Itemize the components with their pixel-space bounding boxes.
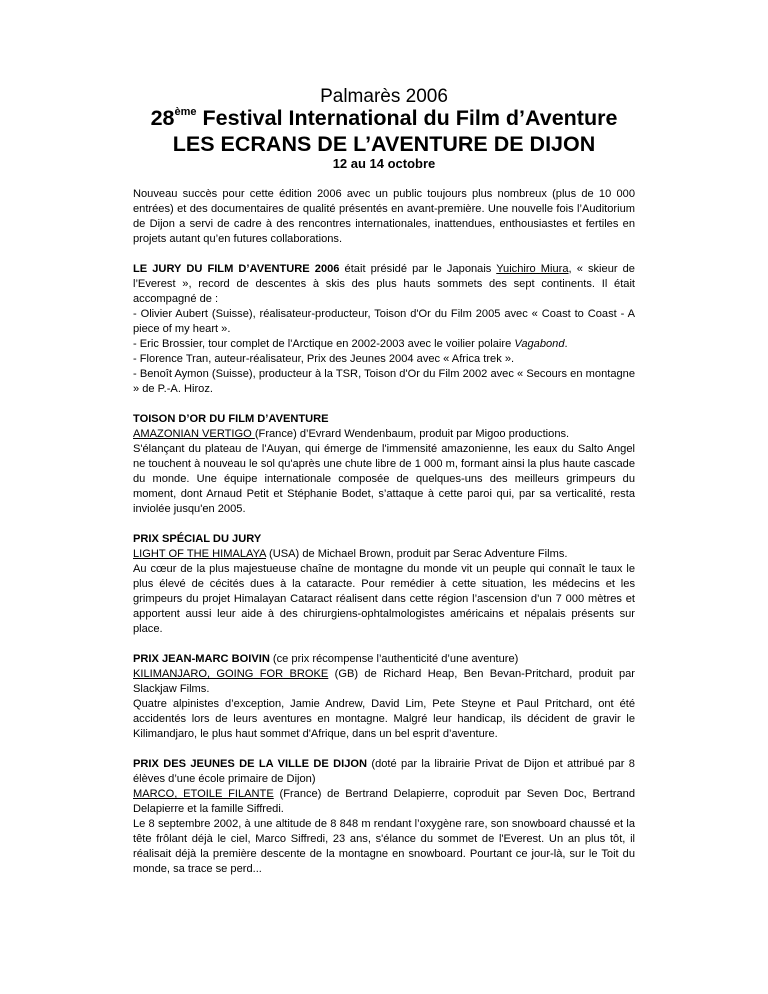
award-film-credits: (USA) de Michael Brown, produit par Serac Adventure Films. bbox=[265, 548, 568, 560]
jury-member-1: - Olivier Aubert (Suisse), réalisateur-producteur, Toison d'Or du Film 2005 avec « Coast to Coast - A piece of my heart ». bbox=[133, 308, 635, 335]
award-section bbox=[133, 532, 635, 637]
award-description: Au cœur de la plus majestueuse chaîne de montagne du monde vit un peuple qui connaît le taux le plus élevé de cécités dues à la cataracte. Pour remédier à cette situation, les médecins et les grimpeurs du projet Himalayan Cataract réalisent dans cette région l’ascension d’un 7 000 mètres et apportent aussi leur aide à des chirurgiens-ophtalmologistes américains et népalais présents sur place. bbox=[133, 563, 635, 635]
award-heading-line bbox=[133, 412, 635, 427]
jury-text-a: était présidé par le Japonais bbox=[339, 263, 497, 275]
jury-text-b: , « skieur de l’Everest », record de descentes à skis des plus hauts sommets des sept continents. Il était accompagné de : bbox=[133, 263, 635, 305]
intro-paragraph: Nouveau succès pour cette édition 2006 avec un public toujours plus nombreux (plus de 10 000 entrées) et des documentaires de qualité présentés en avant-première. Une nouvelle fois l’Auditorium de Dijon a servi de cadre à des rencontres internationales, inattendues, enthousiastes et fertiles en projets autant qu’en futures collaborations. bbox=[133, 188, 635, 245]
title-ordinal-suffix: ème bbox=[174, 106, 197, 118]
award-film-line bbox=[133, 667, 635, 697]
award-film-credits: (France) d’Evrard Wendenbaum, produit par Migoo productions. bbox=[254, 428, 570, 440]
award-description: S'élançant du plateau de l'Auyan, qui émerge de l'immensité amazonienne, les eaux du Salto Angel ne touchent à nouveau le sol qu'après une chute libre de 1 000 m, formant ainsi la plus haute cascade du monde. Une équipe internationale composée de quelques-uns des meilleurs grimpeurs du moment, dont Arnaud Petit et Stéphanie Bodet, s’attaque à cette paroi qui, par sa verticalité, resta inviolée jusqu'en 2005. bbox=[133, 443, 635, 515]
award-film-title: AMAZONIAN VERTIGO bbox=[133, 428, 255, 440]
award-film-line bbox=[133, 547, 635, 562]
award-heading: PRIX JEAN-MARC BOIVIN bbox=[133, 653, 270, 665]
document-body bbox=[133, 187, 635, 892]
festival-subtitle: LES ECRANS DE L’AVENTURE DE DIJON bbox=[172, 132, 596, 156]
award-film-credits: (France) de Bertrand Delapierre, coproduit par Seven Doc, Bertrand Delapierre et la famille Siffredi. bbox=[133, 788, 635, 815]
award-heading-note: (ce prix récompense l’authenticité d’une aventure) bbox=[269, 653, 519, 665]
jury-member-2-text-a: - Eric Brossier, tour complet de l'Arctique en 2002-2003 avec le voilier polaire bbox=[133, 338, 515, 350]
award-heading-line bbox=[133, 757, 635, 787]
award-section bbox=[133, 412, 635, 517]
award-heading: TOISON D’OR DU FILM D’AVENTURE bbox=[133, 413, 329, 425]
award-heading-line bbox=[133, 652, 635, 667]
pre-title: Palmarès 2006 bbox=[320, 86, 448, 107]
award-heading: PRIX DES JEUNES DE LA VILLE DE DIJON bbox=[133, 758, 368, 770]
award-film-line bbox=[133, 787, 635, 817]
jury-section bbox=[133, 262, 635, 397]
jury-member-3: - Florence Tran, auteur-réalisateur, Prix des Jeunes 2004 avec « Africa trek ». bbox=[133, 353, 515, 365]
jury-member-2-boat: Vagabond bbox=[514, 338, 565, 350]
jury-heading: LE JURY DU FILM D’AVENTURE 2006 bbox=[133, 263, 340, 275]
award-film-title: LIGHT OF THE HIMALAYA bbox=[133, 548, 266, 560]
festival-title bbox=[133, 106, 635, 131]
award-heading-line bbox=[133, 532, 635, 547]
festival-dates: 12 au 14 octobre bbox=[332, 156, 436, 171]
award-film-line bbox=[133, 427, 635, 442]
award-film-title: KILIMANJARO, GOING FOR BROKE bbox=[133, 668, 329, 680]
jury-president: Yuichiro Miura bbox=[496, 263, 569, 275]
jury-member-2-text-b: . bbox=[564, 338, 568, 350]
award-description: Le 8 septembre 2002, à une altitude de 8 848 m rendant l’oxygène rare, son snowboard chaussé et la tête frôlant déjà le ciel, Marco Siffredi, 23 ans, s'élance du sommet de l'Everest. Un an plus tôt, il réalisait déjà la première descente de la montagne en snowboard. Pourtant ce jour-là, sur le Toit du monde, sa trace se perd... bbox=[133, 818, 635, 875]
award-description: Quatre alpinistes d’exception, Jamie Andrew, David Lim, Pete Steyne et Paul Pritchard, ont été accidentés lors de leurs aventures en montagne. Malgré leur handicap, ils décident de gravir le Kilimandjaro, le plus haut sommet d'Afrique, dans un bel esprit d’aventure. bbox=[133, 698, 635, 740]
jury-member-2 bbox=[133, 337, 635, 352]
title-line1-text: Festival International du Film d’Aventure bbox=[196, 106, 618, 130]
jury-member-4: - Benoît Aymon (Suisse), producteur à la TSR, Toison d'Or du Film 2002 avec « Secours en montagne » de P.-A. Hiroz. bbox=[133, 368, 635, 395]
title-ordinal-number: 28 bbox=[150, 106, 175, 130]
award-heading: PRIX SPÉCIAL DU JURY bbox=[133, 533, 262, 545]
award-section bbox=[133, 757, 635, 877]
award-heading-note: (doté par la librairie Privat de Dijon et attribué par 8 élèves d’une école primaire de Dijon) bbox=[133, 758, 635, 785]
award-film-credits: (GB) de Richard Heap, Ben Bevan-Pritchard, produit par Slackjaw Films. bbox=[133, 668, 635, 695]
award-film-title: MARCO, ETOILE FILANTE bbox=[133, 788, 274, 800]
award-section bbox=[133, 652, 635, 742]
